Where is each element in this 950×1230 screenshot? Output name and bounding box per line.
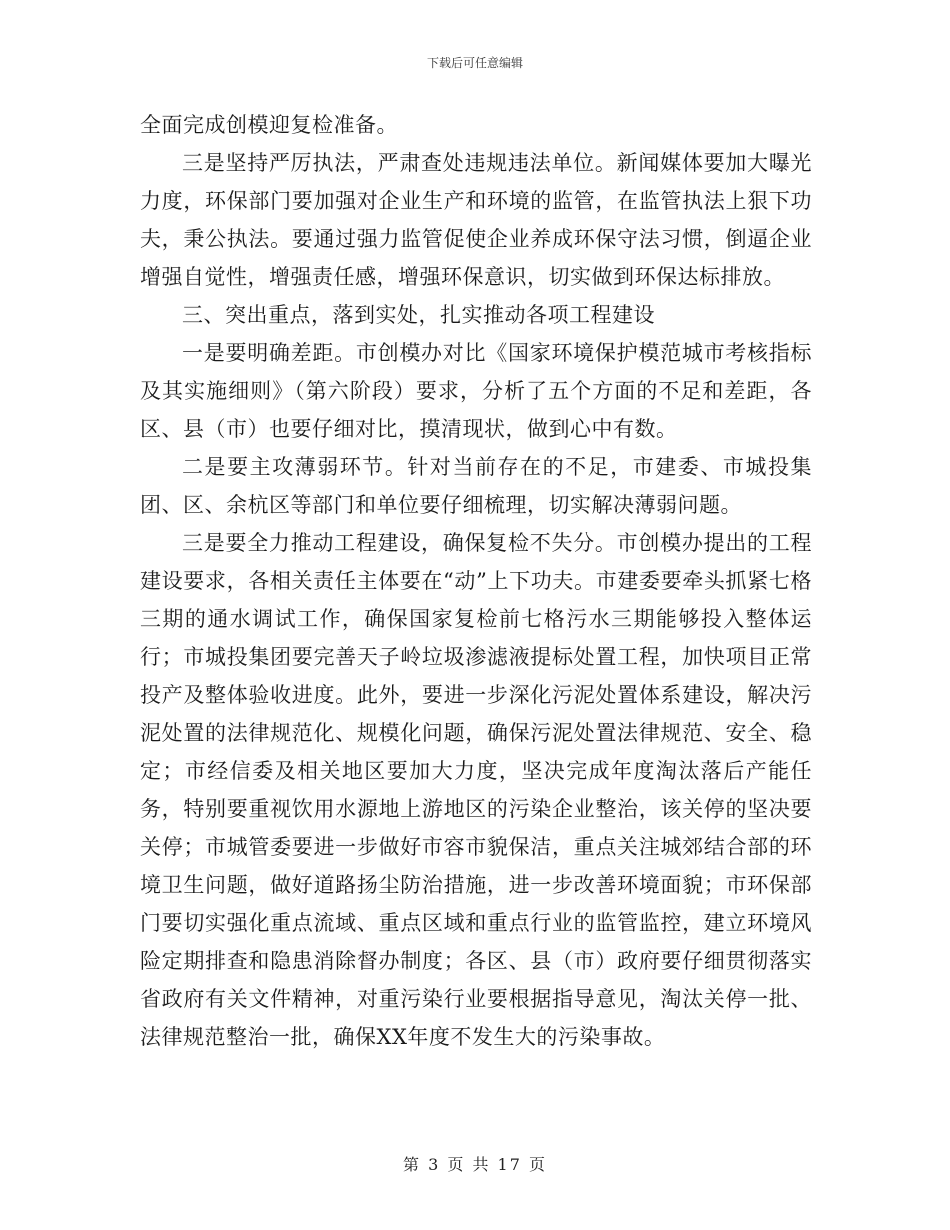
paragraph: 三是要全力推动工程建设，确保复检不失分。市创模办提出的工程建设要求，各相关责任主体要在“动”上下功夫。市建委要牵头抓紧七格三期的通水调试工作，确保国家复检前七格污水三期能够投入整体运行；市城投集团要完善天子岭垃圾渗滤液提标处置工程，加快项目正常投产及整体验收进度。此外，要进一步深化污泥处置体系建设，解决污泥处置的法律规范化、规模化问题，确保污泥处置法律规范、安全、稳定；市经信委及相关地区要加大力度，坚决完成年度淘汰落后产能任务，特别要重视饮用水源地上游地区的污染企业整治，该关停的坚决要关停；市城管委要进一步做好市容市貌保洁，重点关注城郊结合部的环境卫生问题，做好道路扬尘防治措施，进一步改善环境面貌；市环保部门要切实强化重点流域、重点区域和重点行业的监管监控，建立环境风险定期排查和隐患消除督办制度；各区、县（市）政府要仔细贯彻落实省政府有关文件精神，对重污染行业要根据指导意见，淘汰关停一批、法律规范整治一批，确保XX年度不发生大的污染事故。 (140, 531, 812, 1049)
section-heading: 三、突出重点，落到实处，扎实推动各项工程建设 (182, 303, 655, 327)
page-footer: 第 3 页 共 17 页 (403, 1155, 547, 1174)
paragraph: 二是要主攻薄弱环节。针对当前存在的不足，市建委、市城投集团、区、余杭区等部门和单位要仔细梳理，切实解决薄弱问题。 (140, 455, 812, 517)
body-text (140, 106, 812, 1056)
paragraph: 一是要明确差距。市创模办对比《国家环境保护模范城市考核指标及其实施细则》（第六阶段）要求，分析了五个方面的不足和差距，各区、县（市）也要仔细对比，摸清现状，做到心中有数。 (140, 341, 812, 441)
paragraph: 全面完成创模迎复检准备。 (140, 113, 398, 137)
page-header: 下载后可任意编辑 (426, 56, 523, 70)
paragraph: 三是坚持严厉执法，严肃查处违规违法单位。新闻媒体要加大曝光力度，环保部门要加强对企业生产和环境的监管，在监管执法上狠下功夫，秉公执法。要通过强力监管促使企业养成环保守法习惯，倒逼企业增强自觉性，增强责任感，增强环保意识，切实做到环保达标排放。 (140, 151, 812, 289)
